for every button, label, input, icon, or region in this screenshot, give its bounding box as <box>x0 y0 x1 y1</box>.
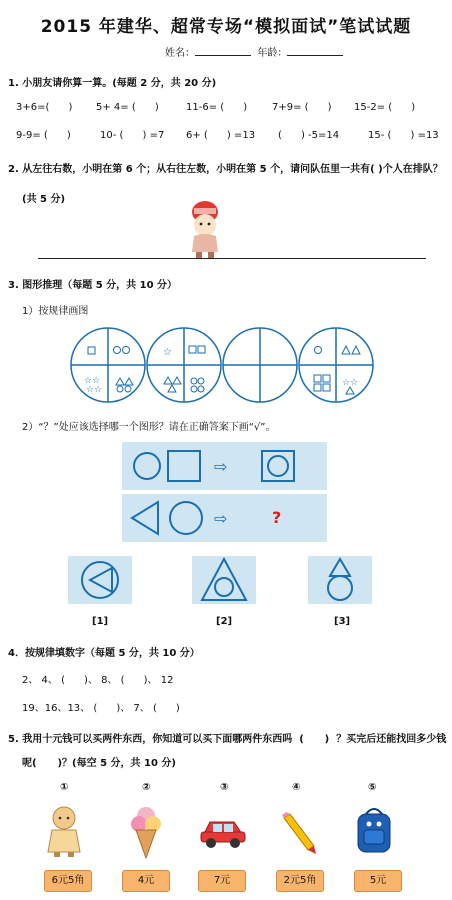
pencil-icon <box>278 812 318 856</box>
svg-text:⇨: ⇨ <box>214 457 228 476</box>
ice-cream-icon <box>126 804 166 860</box>
option-label-3: [3] <box>334 616 351 627</box>
toy-car-icon <box>198 810 248 850</box>
circle-square-equals-circle-in-square <box>122 442 327 490</box>
question-mark: ? <box>272 508 282 527</box>
q2-points: (共 5 分) <box>22 194 66 205</box>
price-tag-3: 7元 <box>198 870 246 892</box>
price-tag-1: 6元5角 <box>44 870 92 892</box>
page-title: 2015 年建华、超常专场“模拟面试”笔试试题 <box>40 17 412 37</box>
item-number-3: ③ <box>220 782 229 793</box>
child-figure-icon <box>180 198 230 260</box>
q1-item: 9-9= ( ) <box>16 130 71 141</box>
triangle-circle-equals-unknown <box>122 494 327 542</box>
svg-text:⇨: ⇨ <box>214 509 228 528</box>
doll-icon <box>44 804 84 858</box>
q4-heading: 4．按规律填数字（每题 5 分，共 10 分） <box>8 648 200 659</box>
svg-text:☆☆: ☆☆ <box>84 376 101 386</box>
item-number-5: ⑤ <box>368 782 377 793</box>
q1-item: 15- ( ) =13 <box>368 130 439 141</box>
option-label-2: [2] <box>216 616 233 627</box>
name-field[interactable] <box>195 45 251 56</box>
q1-item: 7+9= ( ) <box>272 102 332 113</box>
puzzle-row1 <box>122 442 327 490</box>
backpack-icon <box>352 804 396 856</box>
q1-item: ( ) -5=14 <box>278 130 340 141</box>
svg-text:☆☆: ☆☆ <box>342 378 359 388</box>
item-number-4: ④ <box>292 782 301 793</box>
age-label: 年龄： <box>257 48 288 59</box>
svg-text:☆: ☆ <box>163 347 172 358</box>
item-number-1: ① <box>60 782 69 793</box>
q3-sub2: 2）“？”处应该选择哪一个图形？请在正确答案下画“√”。 <box>22 422 276 433</box>
queue-line <box>38 258 426 259</box>
item-number-2: ② <box>142 782 151 793</box>
q1-item: 10- ( ) =7 <box>100 130 165 141</box>
option-2[interactable] <box>192 556 256 604</box>
age-field[interactable] <box>287 45 343 56</box>
q1-item: 11-6= ( ) <box>186 102 248 113</box>
price-tag-5: 5元 <box>354 870 402 892</box>
svg-text:☆☆: ☆☆ <box>86 385 103 395</box>
q1-row1 <box>16 102 446 116</box>
q1-item: 6+ ( ) =13 <box>186 130 256 141</box>
circle-in-triangle-icon <box>192 556 256 604</box>
q4-row2: 19、16、13、 ( )、 7、 ( ) <box>22 703 180 714</box>
q4-row1: 2、 4、 ( )、 8、 ( )、 12 <box>22 675 174 686</box>
student-info <box>165 44 343 59</box>
q1-row2 <box>16 130 446 144</box>
price-tag-2: 4元 <box>122 870 170 892</box>
q2-heading: 2. 从左往右数，小明在第 6 个；从右往左数，小明在第 5 个，请问队伍里一共有( )个人在排队？ <box>8 164 443 175</box>
q3-sub1: 1）按规律画图 <box>22 306 89 317</box>
triangle-in-circle-icon <box>68 556 132 604</box>
q1-item: 5+ 4= ( ) <box>96 102 159 113</box>
q5-heading: 5. 我用十元钱可以买两件东西，你知道可以买下面哪两件东西吗 ( ) ？买完后还能找回多少钱 <box>8 734 447 745</box>
q5-heading-2: 呢( )？(每空 5 分，共 10 分) <box>22 758 176 769</box>
puzzle-row2 <box>122 494 327 542</box>
q3-heading: 3. 图形推理（每题 5 分，共 10 分） <box>8 280 178 291</box>
q1-item: 3+6=( ) <box>16 102 73 113</box>
option-label-1: [1] <box>92 616 109 627</box>
q1-item: 15-2= ( ) <box>354 102 416 113</box>
triangle-on-circle-icon <box>308 556 372 604</box>
pattern-circles <box>70 325 380 405</box>
option-3[interactable] <box>308 556 372 604</box>
option-1[interactable] <box>68 556 132 604</box>
name-label: 姓名： <box>165 48 195 59</box>
price-tag-4: 2元5角 <box>276 870 324 892</box>
q1-heading: 1. 小朋友请你算一算。(每题 2 分，共 20 分) <box>8 78 217 89</box>
